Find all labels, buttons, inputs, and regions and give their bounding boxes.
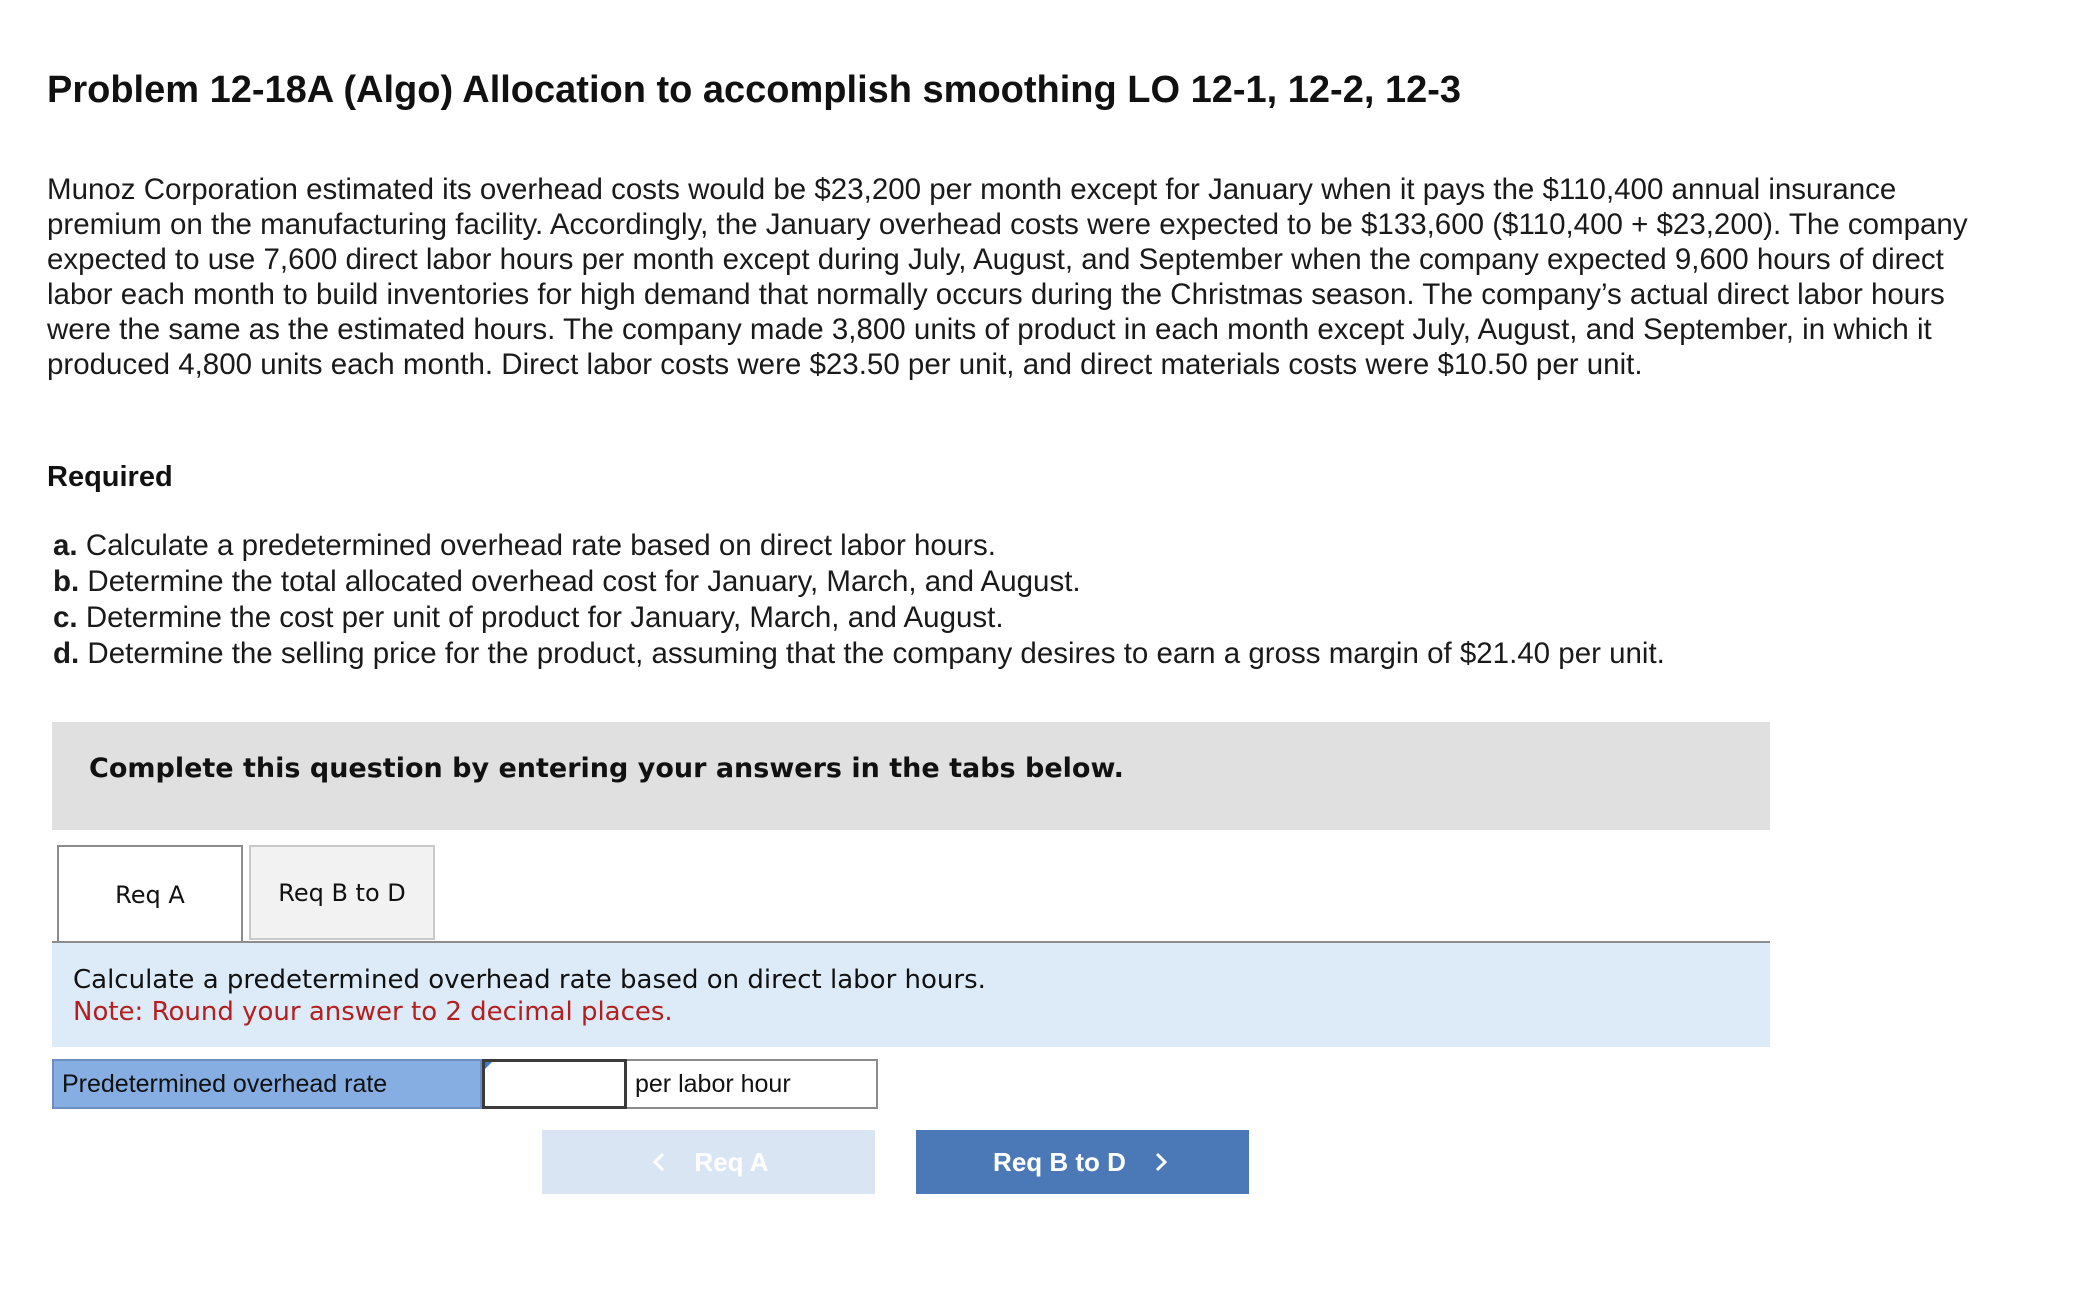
problem-title: Problem 12-18A (Algo) Allocation to accomplish smoothing LO 12-1, 12-2, 12-3 (47, 69, 1462, 111)
instruction-text: Complete this question by entering your answers in the tabs below. (89, 753, 1124, 784)
overhead-rate-input[interactable] (482, 1059, 627, 1109)
answer-label: Predetermined overhead rate (52, 1059, 482, 1109)
required-item-letter: d. (53, 637, 80, 670)
next-tab-label: Req B to D (993, 1146, 1126, 1177)
chevron-right-icon (1148, 1150, 1172, 1174)
required-item-c (53, 600, 1665, 636)
required-item-a (53, 528, 1665, 564)
previous-tab-button[interactable] (542, 1130, 875, 1194)
required-item-letter: b. (53, 565, 80, 598)
tab-label: Req A (115, 880, 185, 909)
required-list (53, 528, 1665, 672)
problem-description: Munoz Corporation estimated its overhead costs would be $23,200 per month except for January when it pays the $110,400 annual insurance premium on the manufacturing facility. Accordingly, the January overhead costs were expected to be $133,600 ($110,400 + $23,200). The company expected to use 7,600 direct labor hours per month except during July, August, and September when the company expected 9,600 hours of direct labor each month to build inventories for high demand that normally occurs during the Christmas season. The company’s actual direct labor hours were the same as the estimated hours. The company made 3,800 units of product in each month except July, August, and September, in which it produced 4,800 units each month. Direct labor costs were $23.50 per unit, and direct materials costs were $10.50 per unit. (47, 173, 1968, 381)
required-item-b (53, 564, 1665, 600)
question-prompt (52, 943, 1770, 1047)
required-item-text: Determine the selling price for the product, assuming that the company desires to earn a gross margin of $21.40 per unit. (87, 637, 1665, 670)
next-tab-button[interactable] (916, 1130, 1249, 1194)
required-heading: Required (47, 461, 173, 493)
input-corner-marker-icon (485, 1062, 492, 1069)
required-item-letter: c. (53, 601, 78, 634)
instruction-banner (52, 722, 1770, 830)
tab-label: Req B to D (278, 878, 406, 907)
rounding-note: Note: Round your answer to 2 decimal places. (73, 997, 673, 1027)
required-item-text: Calculate a predetermined overhead rate based on direct labor hours. (85, 529, 996, 562)
prompt-text: Calculate a predetermined overhead rate based on direct labor hours. (73, 965, 986, 995)
required-item-d (53, 636, 1665, 672)
required-item-text: Determine the total allocated overhead cost for January, March, and August. (87, 565, 1081, 598)
answer-unit: per labor hour (627, 1059, 878, 1109)
previous-tab-label: Req A (694, 1146, 769, 1177)
required-item-letter: a. (53, 529, 78, 562)
chevron-left-icon (648, 1150, 672, 1174)
required-item-text: Determine the cost per unit of product for January, March, and August. (85, 601, 1004, 634)
tab-req-a[interactable] (57, 845, 243, 942)
tab-req-b-to-d[interactable] (249, 845, 435, 940)
